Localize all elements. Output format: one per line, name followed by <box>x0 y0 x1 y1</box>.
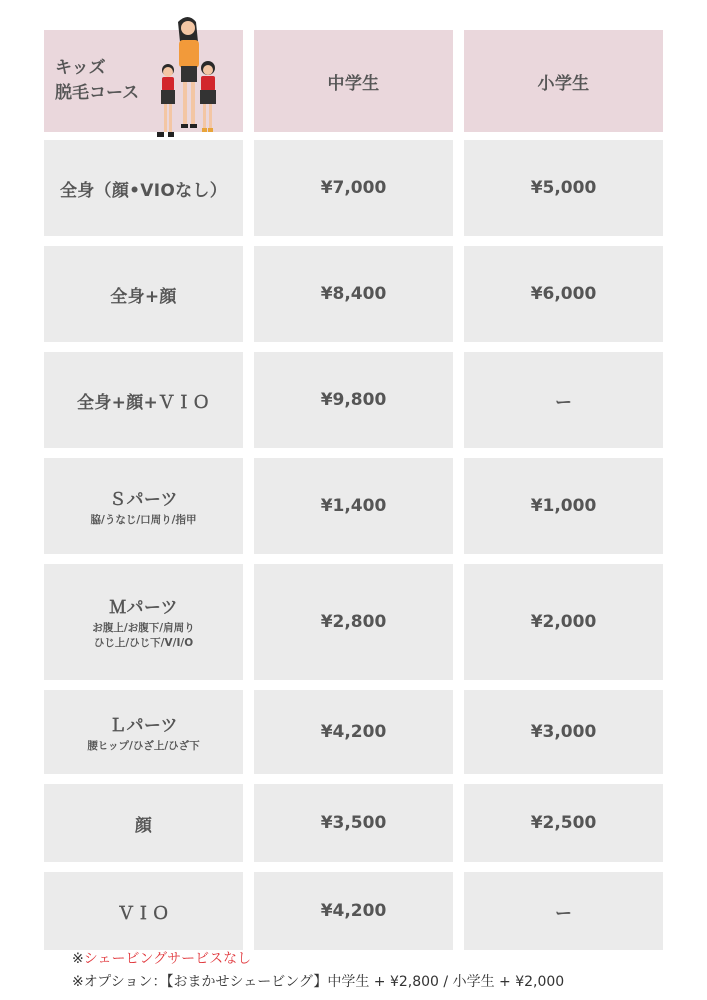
row-label-cell <box>44 690 243 774</box>
row-label: 顔 <box>134 815 153 836</box>
row-sublabel: 腰ヒップ/ひざ上/ひざ下 <box>87 739 200 752</box>
price-junior-high: ¥3,500 <box>320 813 387 833</box>
price-cell-elementary <box>464 140 663 236</box>
header-elementary-label: 小学生 <box>537 73 590 94</box>
price-cell-junior-high <box>254 564 453 680</box>
note-option: ※オプション：【おまかせシェービング】中学生 + ¥2,800 / 小学生 + ¥2,000 <box>72 974 565 990</box>
footnotes <box>72 948 564 994</box>
price-cell-junior-high <box>254 246 453 342</box>
row-label: 全身（顔•VIOなし） <box>59 180 228 201</box>
row-label: Ｌパーツ <box>109 715 178 736</box>
price-cell-junior-high <box>254 458 453 554</box>
price-cell-elementary <box>464 352 663 448</box>
price-elementary: ¥5,000 <box>530 178 597 198</box>
price-cell-elementary <box>464 690 663 774</box>
price-cell-elementary <box>464 246 663 342</box>
course-title-line-1: キッズ <box>55 58 106 78</box>
price-cell-junior-high <box>254 352 453 448</box>
price-junior-high: ¥4,200 <box>320 722 387 742</box>
row-label: 全身+顔+ＶＩＯ <box>77 392 210 413</box>
note-mark: ※ <box>72 951 84 967</box>
course-title-line-2: 脱毛コース <box>55 83 140 103</box>
price-cell-elementary <box>464 564 663 680</box>
row-label-cell <box>44 458 243 554</box>
row-label-cell <box>44 784 243 862</box>
header-junior-high <box>254 30 453 132</box>
row-label: Ｍパーツ <box>109 598 178 618</box>
row-sublabel-line: ひじ上/ひじ下/V/I/O <box>93 637 194 649</box>
row-sublabel: 脇/うなじ/口周り/指甲 <box>90 513 197 526</box>
price-elementary: ¥1,000 <box>530 496 597 516</box>
price-cell-junior-high <box>254 690 453 774</box>
price-cell-junior-high <box>254 872 453 950</box>
price-cell-junior-high <box>254 140 453 236</box>
price-junior-high: ¥4,200 <box>320 901 387 921</box>
price-elementary: ¥6,000 <box>530 284 597 304</box>
row-label: Ｓパーツ <box>109 489 178 510</box>
note-shaving <box>72 948 564 971</box>
row-sublabel <box>92 621 194 651</box>
price-elementary: ー <box>555 903 572 924</box>
header-junior-high-label: 中学生 <box>327 73 380 94</box>
row-label-cell <box>44 352 243 448</box>
price-cell-elementary <box>464 784 663 862</box>
row-label: ＶＩＯ <box>117 903 170 924</box>
price-junior-high: ¥7,000 <box>320 178 387 198</box>
row-label-cell <box>44 140 243 236</box>
price-elementary: ¥3,000 <box>530 722 597 742</box>
row-label-cell <box>44 246 243 342</box>
price-junior-high: ¥8,400 <box>320 284 387 304</box>
row-sublabel-line: お腹上/お腹下/肩周り <box>92 622 195 634</box>
price-cell-elementary <box>464 458 663 554</box>
price-elementary: ¥2,000 <box>530 612 597 632</box>
header-elementary <box>464 30 663 132</box>
family-illustration <box>150 14 224 142</box>
row-label: 全身+顔 <box>110 286 177 307</box>
price-elementary: ー <box>555 392 572 413</box>
price-elementary: ¥2,500 <box>530 813 597 833</box>
price-junior-high: ¥1,400 <box>320 496 387 516</box>
row-label-cell <box>44 564 243 680</box>
price-cell-elementary <box>464 872 663 950</box>
price-cell-junior-high <box>254 784 453 862</box>
note-shaving-text: シェービングサービスなし <box>83 951 252 967</box>
price-junior-high: ¥9,800 <box>320 390 387 410</box>
price-junior-high: ¥2,800 <box>320 612 387 632</box>
row-label-cell <box>44 872 243 950</box>
